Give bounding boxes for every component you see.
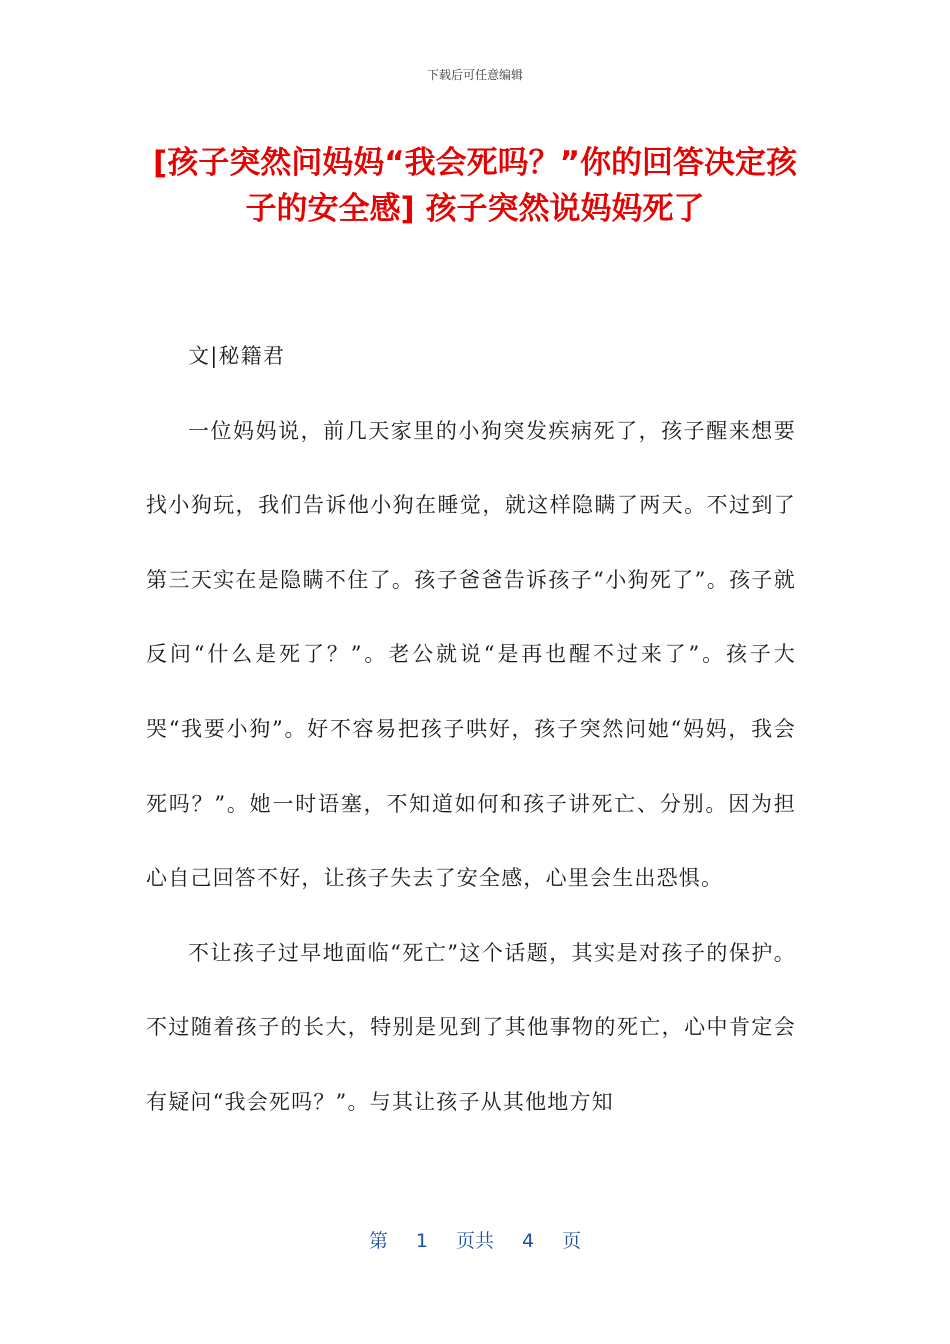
page-footer [0, 1226, 950, 1253]
header-note: 下载后可任意编辑 [426, 68, 523, 82]
footer-prefix: 第 [368, 1230, 388, 1252]
article-title: [孩子突然问妈妈“我会死吗？”你的回答决定孩子的安全感] 孩子突然说妈妈死了 [153, 145, 797, 227]
footer-mid: 页共 [455, 1230, 494, 1252]
article-body [146, 319, 796, 1140]
page-number: 1 [415, 1230, 428, 1252]
author-line: 文|秘籍君 [188, 344, 286, 368]
paragraph-2: 不让孩子过早地面临“死亡”这个话题，其实是对孩子的保护。不过随着孩子的长大，特别是见到了其他事物的死亡，心中肯定会有疑问“我会死吗？”。与其让孩子从其他地方知 [146, 940, 796, 1114]
footer-suffix: 页 [562, 1230, 582, 1252]
total-pages: 4 [522, 1230, 535, 1252]
paragraph-1: 一位妈妈说，前几天家里的小狗突发疾病死了，孩子醒来想要找小狗玩，我们告诉他小狗在睡觉，就这样隐瞒了两天。不过到了第三天实在是隐瞒不住了。孩子爸爸告诉孩子“小狗死了”。孩子就反问“什么是死了？”。老公就说“是再也醒不过来了”。孩子大哭“我要小狗”。好不容易把孩子哄好，孩子突然问她“妈妈，我会死吗？”。她一时语塞，不知道如何和孩子讲死亡、分别。因为担心自己回答不好，让孩子失去了安全感，心里会生出恐惧。 [146, 418, 796, 891]
